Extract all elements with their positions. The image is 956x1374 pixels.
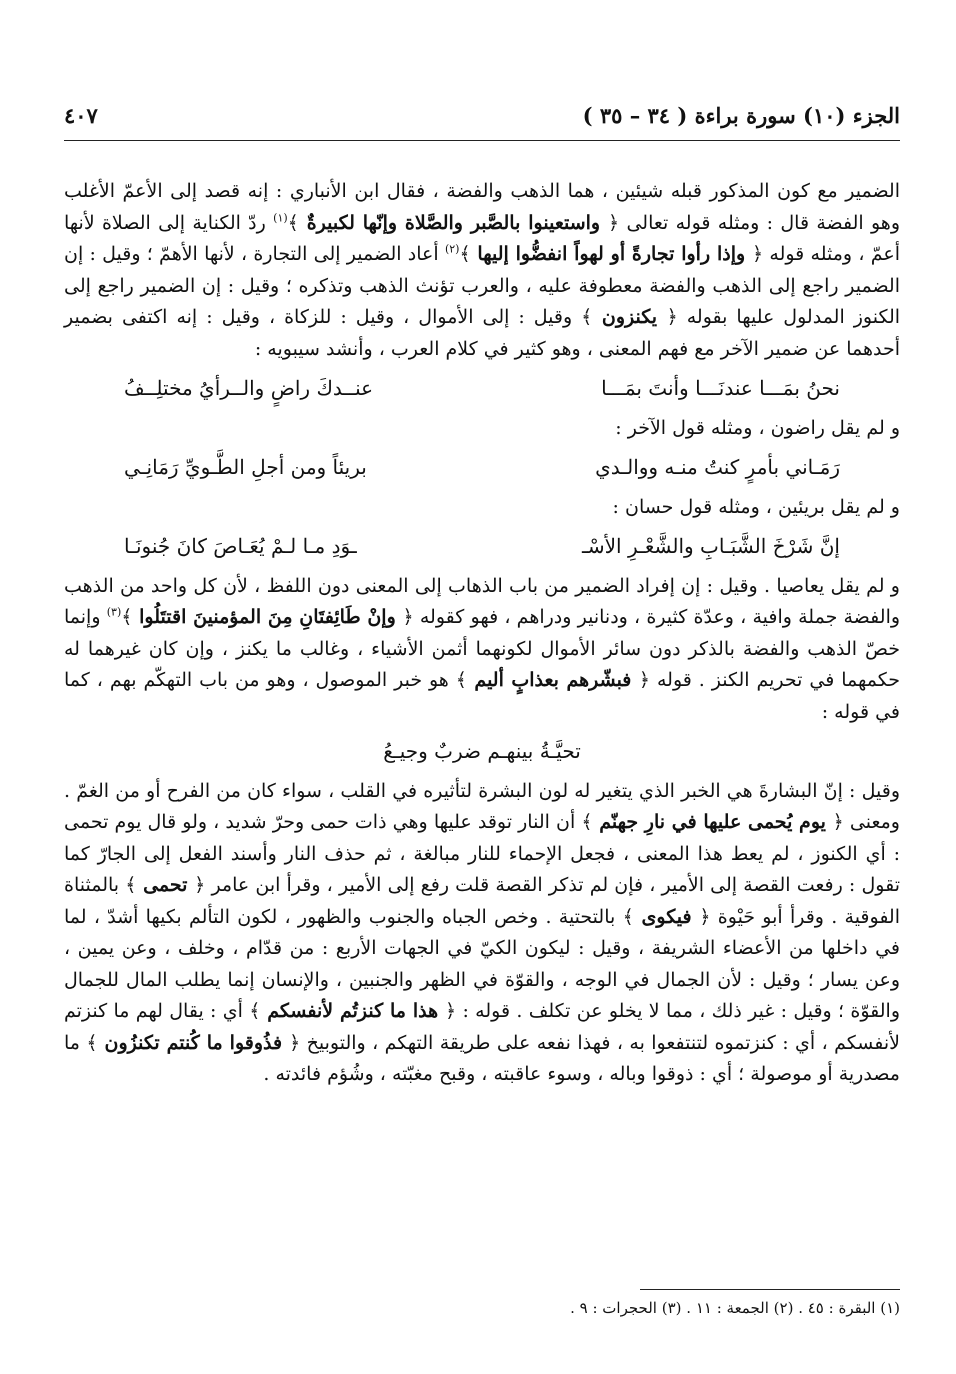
verse-first-hemistich: إنَّ شَرْخَ الشَّبَـابِ والشَّعْـرِ الأسْـ	[582, 534, 840, 558]
quran-quote: ﴿ يكنزون ﴾	[581, 306, 678, 328]
verse-hemistich: تحيَّـةُ بينهـم ضربٌ وجيـعُ	[383, 739, 581, 763]
footnote-ref: (٣)	[106, 605, 122, 619]
running-header	[64, 96, 900, 134]
verse-second-hemistich: بريئاً ومن أجلِ الطَّـويِّ رَمَانِـي	[124, 455, 367, 479]
quran-quote: ﴿ واستعينوا بالصَّبر والصَّلاة وإنّها لكبيرةٌ ﴾	[287, 211, 620, 234]
verse-second-hemistich: ـوَدِ مـا لـمْ يُعَـاصَ كانَ جُنونَـا	[124, 534, 357, 558]
quran-quote: ﴿ يوم يُحمى عليها في نارِ جهنّم ﴾	[581, 811, 844, 833]
paragraph-4: و لم يقل يعاصيا . وقيل : إن إفراد الضمير من باب الذهاب إلى المعنى دون اللفظ ، لأن كل واحد من الذهب والفضة جملة وافية ، وعدّة كثيرة ، ودنانير ودراهم ، فهو كقوله ﴿ وإنْ طَائِفتَانِ مِنَ المؤمنينَ اقتتَلُوا ﴾$^{(٣)}$ وإنما خصّ الذهب والفضة بالذكر دون سائر الأموال لكونهما أثمن الأشياء ، وغالب ما يكنز ، وإن كان غيرهما له حكمهما في تحريم الكنز . قوله ﴿ فبشّرهم بعذابٍ أليم ﴾ هو خبر الموصول ، وهو من باب التهكّم بهم ، كما في قوله :	[64, 574, 901, 723]
page-body	[64, 176, 900, 1091]
footnote-ref: (١)	[273, 211, 288, 225]
quran-quote: ﴿ فبشّرهم بعذابٍ أليم ﴾	[455, 669, 651, 691]
verse-first-hemistich: نحنُ بمَـــا عندنَـــا وأنتَ بمَـــا	[601, 376, 840, 400]
poem-verse	[64, 531, 900, 563]
quran-quote: ﴿ وإنْ طَائِفتَانِ مِنَ المؤمنينَ اقتتَلُوا ﴾	[121, 606, 414, 628]
paragraph-5: وقيل : إنّ البشارةَ هي الخبر الذي يتغير له لون البشرة لتأثيره في القلب ، سواء كان من الفرح أو من الغمّ . ومعنى ﴿ يوم يُحمى عليها في نارِ جهنّم ﴾ أن النار توقد عليها وهي ذات حمى وحرّ شديد ، ولو قال يوم تحمى : أي الكنوز ، لم يعط هذا المعنى ، فجعل الإحماء للنار مبالغة ، ثم حذف النار وأسند الفعل إلى الجارّ كما تقول : رفعت القصة إلى الأمير ، فإن لم تذكر القصة قلت رفع إلى الأمير ، وقرأ ابن عامر ﴿ تحمى ﴾ بالمثناة الفوقية . وقرأ أبو حَيْوة ﴿ فيكوى ﴾ بالتحتية . وخص الجباه والجنوب والظهور ، لكون التألم بكيها أشدّ ، لما في داخلها من الأعضاء الشريفة ، وقيل : ليكون الكيّ في الجهات الأربع : من قدّام ، وخلف ، وعن يمين ، وعن يسار ؛ وقيل : لأن الجمال في الوجه ، والقوّة في الظهر والجنبين ، والإنسان إنما يطلب المال للجمال والقوّة ؛ وقيل : غير ذلك ، مما لا يخلو عن تكلف . قوله : ﴿ هذا ما كنزتُم لأنفسكم ﴾ أي : يقال لهم ما كنزتم لأنفسكم ، أي : كنزتموه لتنتفعوا به ، فهذا نفعه على طريقة التهكم ، والتوبيخ ﴿ فذُوقوا ما كُنتم تكنزُون ﴾ ما مصدرية أو موصولة ؛ أي : ذوقوا وباله ، وسوء عاقبته ، وقبح مغبّته ، وشُؤم فائدته .	[64, 779, 901, 1085]
quran-quote: ﴿ فيكوى ﴾	[622, 905, 711, 928]
footnote-ref: (٢)	[444, 242, 460, 256]
quran-quote: ﴿ وإذا رأوا تجارةً أو لهواً انفضُّوا إليها ﴾	[459, 243, 764, 265]
header-title: الجزء (١٠) سورة براءة ( ٣٤ – ٣٥ )	[582, 102, 900, 128]
poem-verse	[64, 452, 900, 484]
footnote-rule	[640, 1289, 900, 1290]
quran-quote: ﴿ تحمى ﴾	[125, 874, 206, 896]
verse-first-hemistich: رَمَـاني بأمرٍ كنتُ منـه ووالـدي	[595, 455, 840, 479]
paragraph-3: و لم يقل بريئين ، ومثله قول حسان :	[612, 495, 900, 518]
page-number: ٤٠٧	[64, 102, 98, 128]
quran-quote: ﴿ هذا ما كنزتُم لأنفسكم ﴾	[249, 1000, 457, 1022]
paragraph-2: و لم يقل راضون ، ومثله قول الآخر :	[615, 416, 900, 439]
paragraph-1: الضمير مع كون المذكور قبله شيئين ، هما الذهب والفضة ، فقال ابن الأنباري : إنه قصد إلى الأعمّ الأغلب وهو الفضة قال : ومثله قوله تعالى ﴿ واستعينوا بالصَّبر والصَّلاة وإنّها لكبيرةٌ ﴾$^{(١)}$ ردّ الكناية إلى الصلاة لأنها أعمّ ، ومثله قوله ﴿ وإذا رأوا تجارةً أو لهواً انفضُّوا إليها ﴾$^{(٢)}$ أعاد الضمير إلى التجارة ، لأنها الأهمّ ؛ وقيل : إن الضمير راجع إلى الذهب والفضة معطوفة عليه ، والعرب تؤنث الذهب وتذكره ؛ وقيل : إن الضمير راجع إلى الكنوز المدلول عليها بقوله ﴿ يكنزون ﴾ وقيل : إلى الأموال ، وقيل : للزكاة ، وقيل : إنه اكتفى بضمير أحدهما عن ضمير الآخر مع فهم المعنى ، وهو كثير في كلام العرب ، وأنشد سيبويه :	[64, 180, 901, 360]
poem-verse	[64, 736, 900, 768]
verse-second-hemistich: عنــدكَ راضٍ والــرأيُ مختلِــفُ	[124, 376, 374, 400]
quran-quote: ﴿ فذُوقوا ما كُنتم تكنزُون ﴾	[86, 1031, 301, 1054]
header-rule	[64, 140, 900, 141]
footnotes: (١) البقرة : ٤٥ . (٢) الجمعة : ١١ . (٣) الحجرات : ٩ .	[570, 1299, 900, 1317]
book-page	[64, 96, 900, 1346]
poem-verse	[64, 373, 900, 405]
